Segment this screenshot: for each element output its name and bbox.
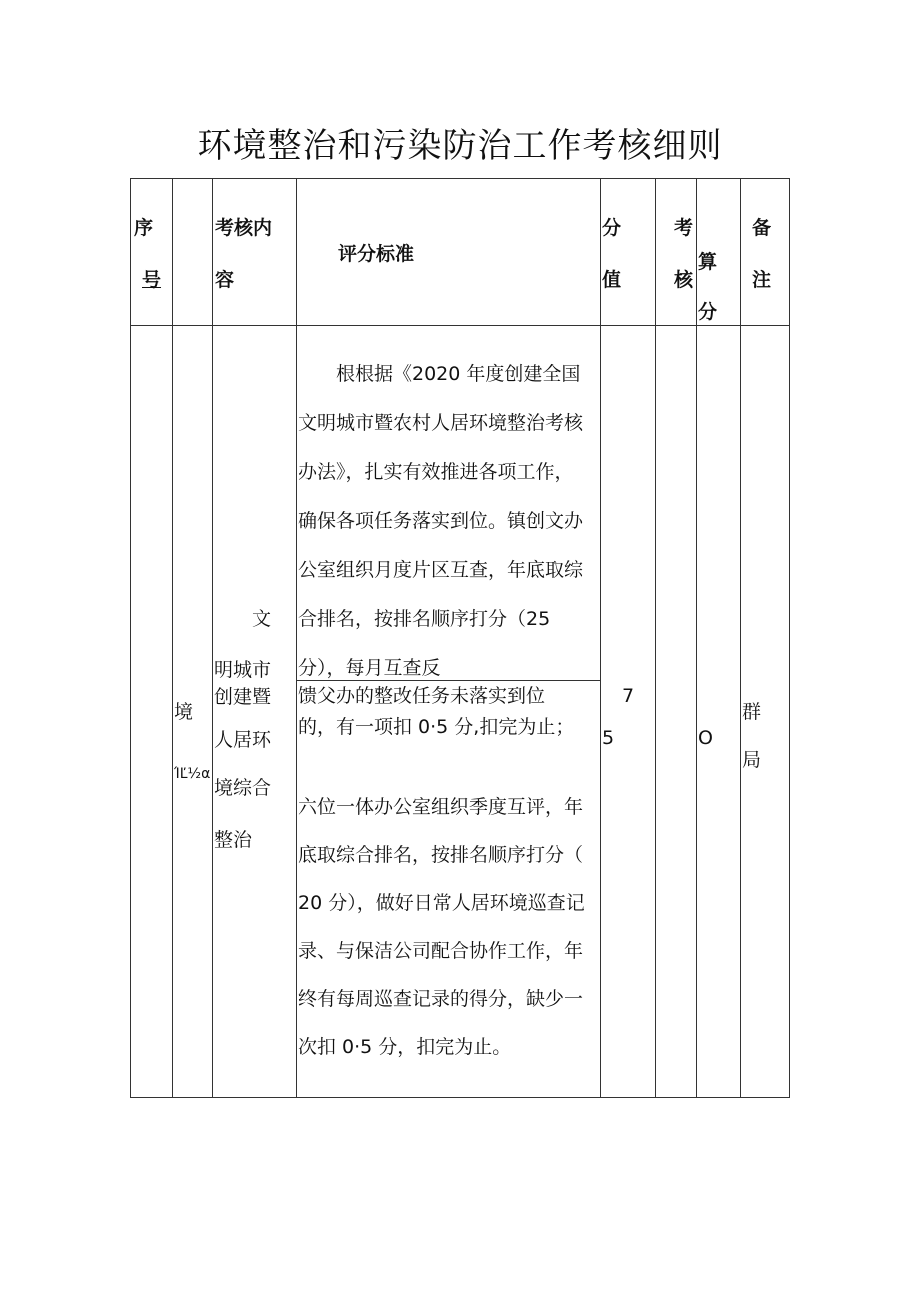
criteria-line: 20 分），做好日常人居环境巡查记 bbox=[298, 892, 585, 914]
assessment-table bbox=[130, 178, 790, 1098]
row-score-top: 7 bbox=[622, 685, 635, 707]
criteria-line: 公室组织月度片区互查，年底取综 bbox=[298, 559, 584, 581]
column-divider bbox=[655, 179, 656, 1097]
criteria-line: 馈父办的整改任务未落实到位 bbox=[298, 685, 546, 707]
header-remark-bottom: 注 bbox=[752, 269, 772, 291]
header-criteria: 评分标准 bbox=[338, 243, 415, 265]
row-content-line: 创建暨 bbox=[214, 686, 272, 708]
criteria-line: 终有每周巡查记录的得分，缺少一 bbox=[298, 988, 584, 1010]
row-content-line: 文 bbox=[252, 608, 272, 630]
criteria-line: 分），每月互查反 bbox=[298, 657, 441, 679]
header-divider bbox=[131, 325, 789, 326]
row-remark-bottom: 局 bbox=[742, 749, 762, 771]
header-remark-top: 备 bbox=[752, 217, 772, 239]
row-content-line: 整治 bbox=[214, 829, 253, 851]
criteria-line: 底取综合排名，按排名顺序打分（ bbox=[298, 844, 584, 866]
row-category-bottom: ΊĽ½α bbox=[174, 766, 211, 782]
header-calc-bottom: 分 bbox=[698, 301, 718, 323]
criteria-paragraph-3 bbox=[298, 783, 601, 1071]
header-content-bottom: 容 bbox=[215, 269, 235, 291]
row-category-top: 境 bbox=[174, 701, 194, 723]
criteria-line: 次扣 0·5 分，扣完为止。 bbox=[298, 1036, 512, 1058]
header-calc-top: 算 bbox=[698, 251, 718, 273]
column-divider bbox=[696, 179, 697, 1097]
row-content-line: 人居环 bbox=[214, 729, 272, 751]
criteria-line: 根根据《2020 年度创建全国 bbox=[336, 363, 581, 385]
column-divider bbox=[172, 179, 173, 1097]
column-divider bbox=[296, 179, 297, 1097]
column-divider bbox=[212, 179, 213, 1097]
column-divider bbox=[740, 179, 741, 1097]
header-content-top: 考核内 bbox=[215, 217, 273, 239]
header-assess-bottom: 核 bbox=[674, 269, 694, 291]
page-title: 环境整治和污染防治工作考核细则 bbox=[197, 126, 723, 166]
row-content-line: 明城市 bbox=[214, 659, 272, 681]
criteria-line: 录、与保洁公司配合协作工作，年 bbox=[298, 940, 584, 962]
criteria-line: 办法》，扎实有效推进各项工作， bbox=[298, 461, 574, 483]
header-score-bottom: 值 bbox=[602, 269, 622, 291]
criteria-line: 确保各项任务落实到位。镇创文办 bbox=[298, 510, 584, 532]
criteria-line: 文明城市暨农村人居环境整治考核 bbox=[298, 412, 584, 434]
header-seq-top: 序 bbox=[134, 217, 154, 239]
criteria-paragraph-1 bbox=[298, 350, 601, 693]
criteria-paragraph-2 bbox=[298, 681, 601, 743]
row-score-bottom: 5 bbox=[602, 727, 615, 749]
row-remark-top: 群 bbox=[742, 701, 762, 723]
criteria-line: 六位一体办公室组织季度互评，年 bbox=[298, 796, 584, 818]
header-seq-bottom: 号 bbox=[142, 269, 162, 291]
row-content-line: 境综合 bbox=[214, 777, 272, 799]
criteria-line: 的，有一项扣 0·5 分,扣完为止； bbox=[298, 716, 575, 738]
header-assess-top: 考 bbox=[674, 217, 694, 239]
header-score-top: 分 bbox=[602, 217, 622, 239]
criteria-line: 合排名，按排名顺序打分（25 bbox=[298, 608, 551, 630]
row-calc-value: O bbox=[698, 727, 713, 749]
